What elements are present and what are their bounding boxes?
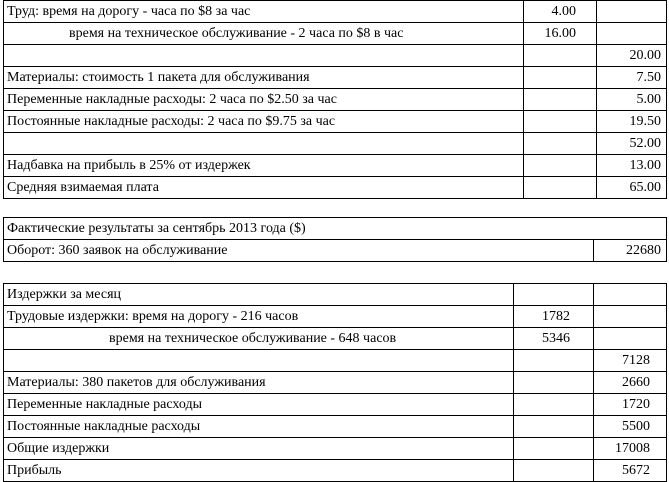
row-value-1: [514, 460, 594, 482]
monthly-costs-table: [3, 283, 667, 482]
table-row: [4, 328, 667, 350]
row-value-1: [524, 89, 597, 111]
row-label: Труд: время на дорогу - часа по $8 за час: [4, 1, 524, 23]
table-row: [4, 394, 667, 416]
row-value-2: 19.50: [597, 111, 667, 133]
row-value-1: 4.00: [524, 1, 597, 23]
row-value-2: [597, 1, 667, 23]
row-value-1: [524, 177, 597, 199]
row-label: [4, 350, 514, 372]
row-value-1: [524, 67, 597, 89]
row-value-2: 65.00: [597, 177, 667, 199]
results-title: Фактические результаты за сентябрь 2013 года ($): [4, 218, 667, 240]
table-row: [4, 350, 667, 372]
row-value-2: 7.50: [597, 67, 667, 89]
row-label: Общие издержки: [4, 438, 514, 460]
table-row: [4, 133, 667, 155]
table-row: [4, 306, 667, 328]
turnover-value: 22680: [594, 240, 667, 262]
turnover-label: Оборот: 360 заявок на обслуживание: [4, 240, 594, 262]
row-value-2: 13.00: [597, 155, 667, 177]
row-value-2: [594, 284, 667, 306]
row-value-2: 20.00: [597, 45, 667, 67]
table-row: [4, 240, 667, 262]
row-value-2: 1720: [594, 394, 667, 416]
row-value-1: [514, 438, 594, 460]
table-row: [4, 372, 667, 394]
row-value-2: [594, 328, 667, 350]
row-value-1: [514, 284, 594, 306]
row-value-2: 7128: [594, 350, 667, 372]
row-value-1: [524, 133, 597, 155]
row-label: Материалы: стоимость 1 пакета для обслуживания: [4, 67, 524, 89]
row-label: Материалы: 380 пакетов для обслуживания: [4, 372, 514, 394]
table-row: [4, 416, 667, 438]
row-value-1: [514, 372, 594, 394]
row-label: Надбавка на прибыль в 25% от издержек: [4, 155, 524, 177]
row-value-2: 5500: [594, 416, 667, 438]
row-value-1: [524, 155, 597, 177]
row-label: Издержки за месяц: [4, 284, 514, 306]
row-value-1: 16.00: [524, 23, 597, 45]
row-value-2: 5672: [594, 460, 667, 482]
row-label: [4, 133, 524, 155]
row-label: время на техническое обслуживание - 648 часов: [4, 328, 514, 350]
table-row: [4, 155, 667, 177]
row-label: Переменные накладные расходы: 2 часа по $2.50 за час: [4, 89, 524, 111]
row-value-1: 1782: [514, 306, 594, 328]
table-row: [4, 460, 667, 482]
row-value-1: [514, 416, 594, 438]
table-row: [4, 89, 667, 111]
row-value-1: [524, 45, 597, 67]
table-row: [4, 67, 667, 89]
row-value-2: 5.00: [597, 89, 667, 111]
row-value-2: 17008: [594, 438, 667, 460]
row-label: Переменные накладные расходы: [4, 394, 514, 416]
row-label: Прибыль: [4, 460, 514, 482]
row-value-2: [597, 23, 667, 45]
row-value-1: [514, 350, 594, 372]
table-row: [4, 177, 667, 199]
row-label: Постоянные накладные расходы: 2 часа по $9.75 за час: [4, 111, 524, 133]
row-label: Средняя взимаемая плата: [4, 177, 524, 199]
row-label: [4, 45, 524, 67]
row-label: Трудовые издержки: время на дорогу - 216 часов: [4, 306, 514, 328]
table-row: [4, 218, 667, 240]
table-row: [4, 111, 667, 133]
table-row: [4, 1, 667, 23]
row-value-2: 2660: [594, 372, 667, 394]
table-row: [4, 284, 667, 306]
actual-results-table: [3, 217, 667, 262]
row-value-2: [594, 306, 667, 328]
row-label: Постоянные накладные расходы: [4, 416, 514, 438]
row-value-1: [514, 394, 594, 416]
table-row: [4, 438, 667, 460]
table-row: [4, 45, 667, 67]
row-value-1: [524, 111, 597, 133]
row-value-2: 52.00: [597, 133, 667, 155]
row-value-1: 5346: [514, 328, 594, 350]
row-label: время на техническое обслуживание - 2 часа по $8 в час: [4, 23, 524, 45]
table-row: [4, 23, 667, 45]
unit-cost-table: [3, 0, 667, 199]
